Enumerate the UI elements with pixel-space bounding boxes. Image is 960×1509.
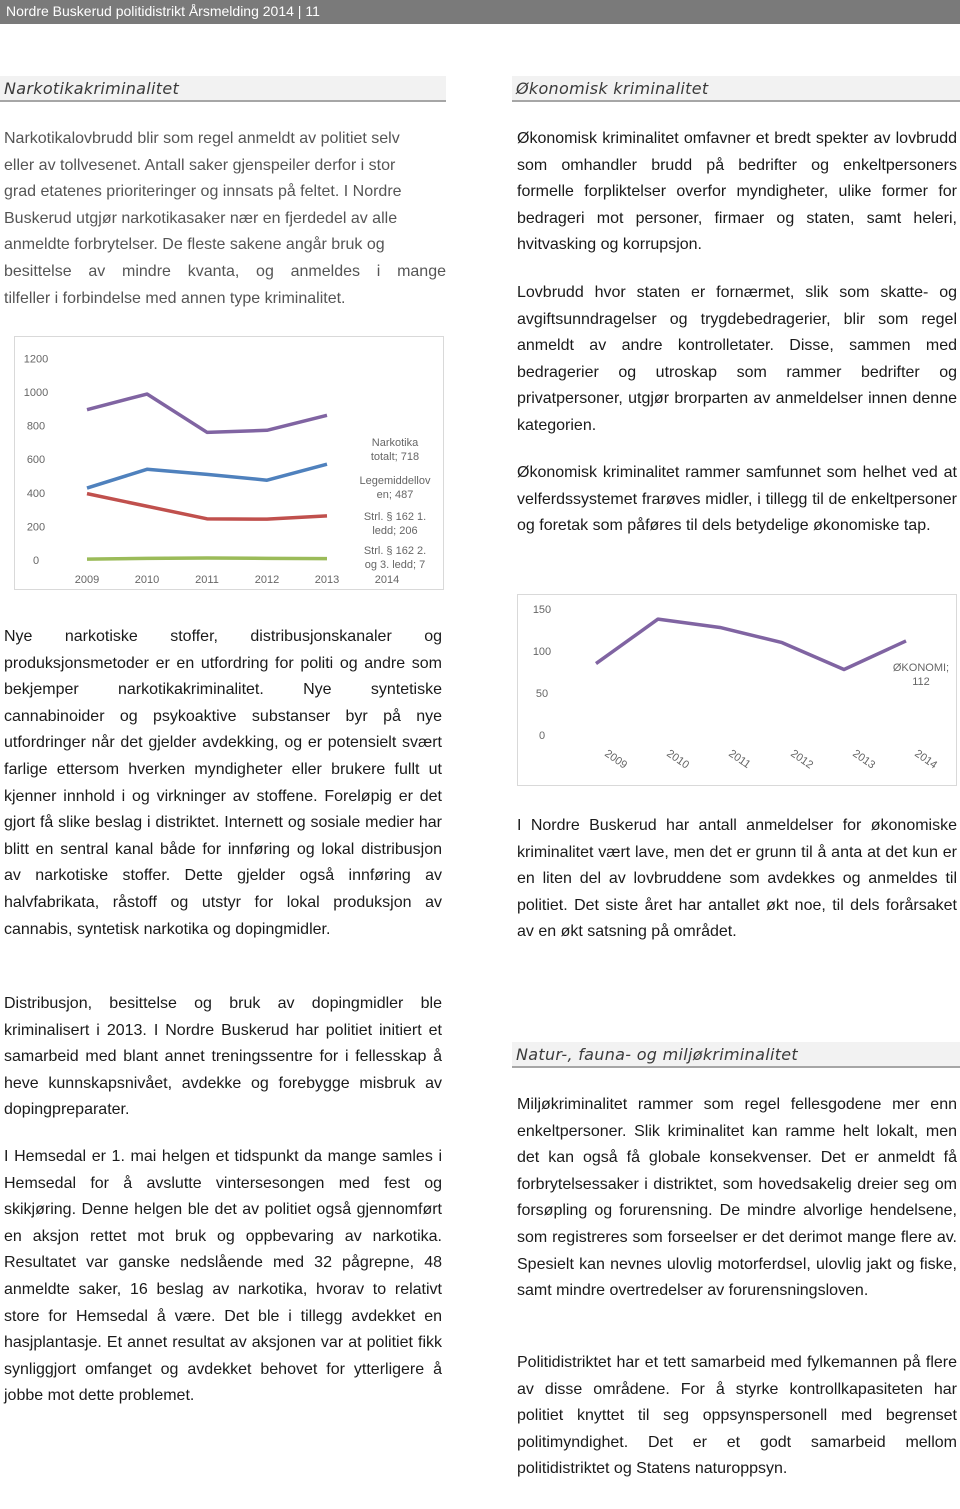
intro-line: grad etatenes prioriteringer og innsats på feltet. I Nordre xyxy=(4,183,402,201)
series-line xyxy=(87,394,327,432)
y-tick-label: 150 xyxy=(532,604,552,616)
paragraph-samarbeid: Politidistriktet har et tett samarbeid med fylkemannen på flere av disse områdene. For å styrke kontrollkapasiteten har politiet knyttet til seg oppsynspersonell med begrenset politimyndighet. Det er et godt samarbeid mellom politidistriktet og Statens naturoppsyn. xyxy=(517,1354,957,1478)
x-tick-label: 2012 xyxy=(254,574,280,586)
intro-line: anmeldte forbrytelser. De fleste sakene angår bruk og xyxy=(4,236,385,254)
x-tick-label: 2010 xyxy=(134,574,160,586)
x-tick-label: 2014 xyxy=(912,747,940,772)
intro-line: besittelse av mindre kvanta, og anmeldes i mange xyxy=(4,262,446,280)
narkotika-line-chart xyxy=(15,337,445,591)
series-data-label: ØKONOMI; 112 xyxy=(892,662,950,688)
series-data-label: Narkotika totalt; 718 xyxy=(370,437,420,463)
paragraph-nordre-buskerud-okonomi: I Nordre Buskerud har antall anmeldelser for økonomiske kriminalitet vært lave, men det er grunn til å anta at det kun er en liten del av lovbruddene som avdekkes og anmeldes til politiet. Det siste året har antallet økt noe, til dels forårsaket av en økt satsning på området. xyxy=(517,817,957,941)
y-tick-label: 1000 xyxy=(23,387,49,399)
section-heading-narkotika xyxy=(0,76,446,102)
section-heading-text: Narkotikakriminalitet xyxy=(4,79,180,98)
series-data-label: Legemiddellov en; 487 xyxy=(359,475,431,501)
series-data-label: Strl. § 162 1. ledd; 206 xyxy=(363,511,427,537)
okonomi-line-chart xyxy=(518,595,958,787)
x-tick-label: 2011 xyxy=(195,574,219,586)
intro-line: Narkotikalovbrudd blir som regel anmeldt av politiet selv xyxy=(4,130,400,147)
intro-line: Buskerud utgjør narkotikasaker nær en fjerdedel av alle xyxy=(4,209,398,227)
y-tick-label: 100 xyxy=(532,646,552,658)
y-tick-label: 200 xyxy=(26,521,46,534)
paragraph-hemsedal: I Hemsedal er 1. mai helgen et tidspunkt da mange samles i Hemsedal for å avslutte vintersesongen med fest og skikjøring. Denne helgen ble det av politiet også gjennomført en aksjon rettet mot bruk og oppbevaring av narkotika. Resultatet var ganske nedslående med 32 pågrepne, 48 anmeldte saker, 16 beslag av narkotika, hvorav to relativt store for Hemsedal å være. Det ble i tillegg avdekket en hasjplantasje. Et annet resultat av aksjonen var at politiet fikk synliggjort omfanget og avdekket behovet for ytterligere å jobbe mot dette problemet. xyxy=(4,1148,442,1405)
intro-line: tilfeller i forbindelse med annen type kriminalitet. xyxy=(4,289,346,307)
series-line xyxy=(596,619,906,669)
x-tick-label: 2014 xyxy=(374,574,400,586)
section-heading-text: Natur-, fauna- og miljøkriminalitet xyxy=(516,1045,799,1064)
section-heading-miljo xyxy=(512,1042,960,1068)
x-tick-label: 2012 xyxy=(788,747,816,772)
y-tick-label: 400 xyxy=(26,487,46,500)
x-tick-label: 2011 xyxy=(726,747,753,772)
y-tick-label: 800 xyxy=(26,420,46,433)
x-tick-label: 2013 xyxy=(314,574,340,586)
y-tick-label: 50 xyxy=(535,688,549,700)
paragraph-okonomisk-intro: Økonomisk kriminalitet omfavner et bredt spekter av lovbrudd som omhandler brudd på bedrifter og enkeltpersoners formelle forpliktelser overfor myndigheter, ulike former for bedrageri mot personer, firmaer og staten, samt heleri, hvitvasking og korrupsjon. xyxy=(517,130,957,254)
series-line xyxy=(87,464,327,488)
page-header-bar xyxy=(0,0,960,24)
y-tick-label: 0 xyxy=(32,555,40,567)
y-tick-label: 600 xyxy=(26,454,46,467)
series-line xyxy=(87,494,327,520)
page-header-title: Nordre Buskerud politidistrikt Årsmelding 2014 | 11 xyxy=(6,3,320,19)
intro-line: eller av tollvesenet. Antall saker gjenspeiler derfor i stor xyxy=(4,156,396,174)
paragraph-doping: Distribusjon, besittelse og bruk av dopingmidler ble kriminalisert i 2013. I Nordre Buskerud har politiet initiert et samarbeid med blant annet treningssentre for i fellesskap å heve kunnskapsnivået, avdekke og forebygge misbruk av dopingpreparater. xyxy=(4,995,442,1119)
y-tick-label: 0 xyxy=(538,730,546,742)
paragraph-lovbrudd: Lovbrudd hvor staten er fornærmet, slik som skatte- og avgiftsunndragelser og trygdebedragerier, blir som regel anmeldt av andre kontrolletater. Disse, sammen med bedragerier og utroskap som rammer bedrifter og privatpersoner, utgjør brorparten av anmeldelser innen denne kategorien. xyxy=(517,284,957,434)
series-data-label: Strl. § 162 2. og 3. ledd; 7 xyxy=(363,545,427,571)
x-tick-label: 2009 xyxy=(602,747,630,772)
narkotika-chart xyxy=(14,336,444,590)
paragraph-samfunnet: Økonomisk kriminalitet rammer samfunnet som helhet ved at velferdssystemet frarøves midler, i tillegg til de enkeltpersoner og foretak som påføres til dels betydelige økonomiske tap. xyxy=(517,464,957,535)
x-tick-label: 2013 xyxy=(850,747,878,772)
x-tick-label: 2010 xyxy=(664,747,692,772)
paragraph-new-substances: Nye narkotiske stoffer, distribusjonskanaler og produksjonsmetoder er en utfordring for politi og andre som bekjemper narkotikakriminalitet. Nye syntetiske cannabinoider og psykoaktive substanser byr på nye utfordringer når det gjelder avdekking, og er potensielt svært farlige ettersom hverken myndigheter eller brukere fullt ut kjenner innhold i og virkninger av stoffene. Foreløpig er det gjort få slike beslag i distriktet. Internett og sosiale medier har blitt en sentral kanal både for innføring og lokal distribusjon av narkotiske stoffer. Dette gjelder også innføring av halvfabrikata, råstoff og utstyr for lokal produksjon av cannabis, syntetisk narkotika og dopingmidler. xyxy=(4,628,442,938)
paragraph-miljokriminalitet: Miljøkriminalitet rammer som regel fellesgodene mer enn enkeltpersoner. Slik kriminalitet kan ramme helt lokalt, men det kan også få globale konsekvenser. Det er anmeldt få forbrytelsessaker i distriktet, som hovedsakelig dreier seg om forsøpling og forurensning. De mindre alvorlige hendelsene, som registreres som forseelser er det derimot mange flere av. Spesielt kan nevnes ulovlig motorferdsel, ulovlig jakt og fiske, samt mindre overtredelser av forurensningsloven. xyxy=(517,1096,957,1300)
x-tick-label: 2009 xyxy=(74,574,100,586)
y-tick-label: 1200 xyxy=(23,353,49,366)
series-line xyxy=(87,558,327,559)
okonomi-chart xyxy=(517,594,957,786)
section-heading-okonomisk xyxy=(512,76,960,102)
intro-paragraph xyxy=(4,126,446,312)
section-heading-text: Økonomisk kriminalitet xyxy=(516,79,709,98)
